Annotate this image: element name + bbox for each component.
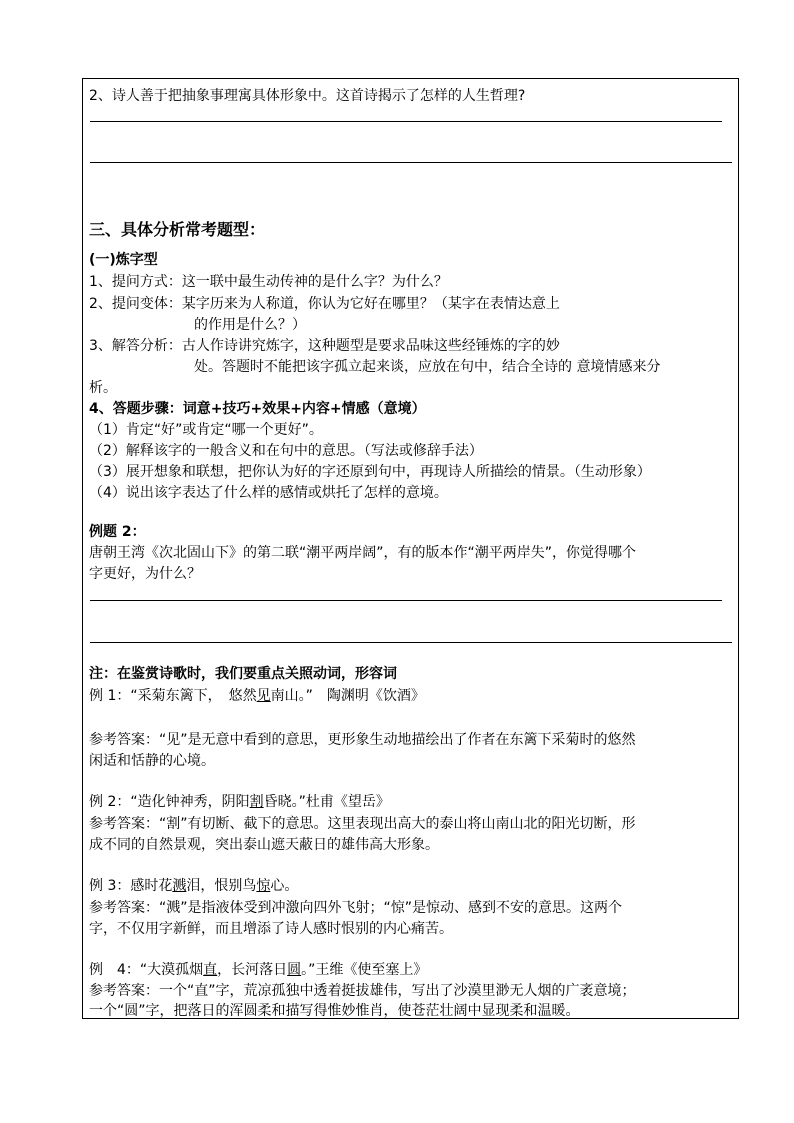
item-2: 2、提问变体：某字历来为人称道，你认为它好在哪里？（某字在表情达意上 — [89, 296, 560, 312]
example-2-line: 字更好，为什么？ — [89, 566, 201, 582]
example-3: 例 3：感时花溅泪，恨别鸟惊心。 — [89, 878, 299, 894]
answer-1-cont: 闲适和恬静的心境。 — [89, 753, 215, 769]
item-1: 1、提问方式：这一联中最生动传神的是什么字？为什么？ — [89, 274, 448, 290]
answer-2: 参考答案：“割”有切断、截下的意思。这里表现出高大的泰山将山南山北的阳光切断，形 — [89, 816, 636, 832]
answer-4-cont: 一个“圆”字，把落日的浑圆柔和描写得惟妙惟肖，使苍茫壮阔中显现柔和温暖。 — [89, 1003, 580, 1019]
step-2: （2）解释该字的一般含义和在句中的意思。（写法或修辞手法） — [89, 443, 483, 459]
item-3-end: 析。 — [89, 380, 117, 396]
note: 注：在鉴赏诗歌时，我们要重点关照动词，形容词 — [89, 666, 397, 682]
item-2-cont: 的作用是什么？） — [194, 317, 306, 333]
step-4: （4）说出该字表达了什么样的感情或烘托了怎样的意境。 — [89, 485, 448, 501]
answer-2-cont: 成不同的自然景观，突出泰山遮天蔽日的雄伟高大形象。 — [89, 837, 439, 853]
subsection-title: (一)炼字型 — [89, 252, 158, 268]
example-2-title: 例题 2： — [89, 524, 146, 540]
step-1: （1）肯定“好”或肯定“哪一个更好”。 — [89, 422, 323, 438]
example-4: 例 4：“大漠孤烟直，长河落日圆。”王维《使至塞上》 — [89, 962, 428, 978]
item-4: 4、答题步骤：词意+技巧+效果+内容+情感（意境） — [89, 401, 426, 417]
answer-3-cont: 字，不仅用字新鲜，而且增添了诗人感时恨别的内心痛苦。 — [89, 921, 453, 937]
answer-3: 参考答案：“溅”是指液体受到冲激向四外飞射；“惊”是惊动、感到不安的意思。这两个 — [89, 900, 623, 916]
answer-line — [90, 162, 732, 163]
answer-4: 参考答案：一个“直”字，荒凉孤独中透着挺拔雄伟，写出了沙漠里渺无人烟的广袤意境； — [89, 983, 636, 999]
question-2: 2、诗人善于把抽象事理寓具体形象中。这首诗揭示了怎样的人生哲理? — [89, 88, 526, 104]
answer-line — [90, 642, 732, 643]
answer-1: 参考答案：“见”是无意中看到的意思，更形象生动地描绘出了作者在东篱下采菊时的悠然 — [89, 732, 636, 748]
example-2-line: 唐朝王湾《次北固山下》的第二联“潮平两岸阔”，有的版本作“潮平两岸失”，你觉得哪个 — [89, 545, 637, 561]
example-2: 例 2：“造化钟神秀，阴阳割昏晓。”杜甫《望岳》 — [89, 794, 390, 810]
answer-line — [90, 600, 722, 601]
item-3: 3、解答分析：古人作诗讲究炼字，这种题型是要求品味这些经锤炼的字的妙 — [89, 338, 560, 354]
item-3-cont: 处。答题时不能把该字孤立起来谈，应放在句中，结合全诗的 意境情感来分 — [194, 359, 661, 375]
section-3-title: 三、具体分析常考题型： — [89, 220, 266, 239]
answer-line — [90, 121, 722, 122]
example-1: 例 1：“采菊东篱下， 悠然见南山。” 陶渊明《饮酒》 — [89, 688, 425, 704]
step-3: （3）展开想象和联想，把你认为好的字还原到句中，再现诗人所描绘的情景。（生动形象） — [89, 464, 651, 480]
